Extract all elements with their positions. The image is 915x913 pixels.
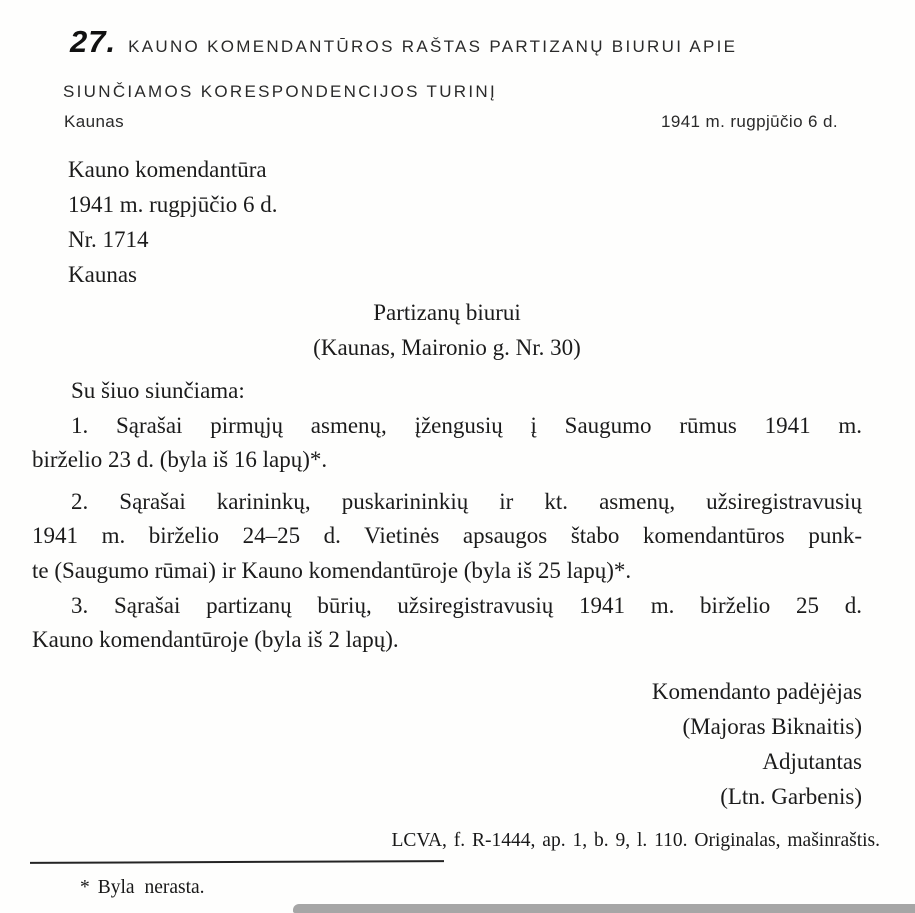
document-body [32, 374, 862, 658]
signature-line: (Majoras Biknaitis) [682, 714, 862, 739]
sender-address-block [68, 152, 278, 292]
signature-block [652, 674, 862, 814]
recipient-block [32, 295, 862, 365]
signature-line: Komendanto padėjėjas [651, 679, 862, 704]
date-label: 1941 m. rugpjūčio 6 d. [660, 112, 838, 131]
body-line: 1. Sąrašai pirmųjų asmenų, įžengusių į Saugumo rūmus 1941 m. [71, 412, 862, 438]
body-line: 3. Sąrašai partizanų būrių, užsiregistravusių 1941 m. birželio 25 d. [71, 592, 862, 618]
recipient-line: (Kaunas, Maironio g. Nr. 30) [313, 335, 581, 360]
place-label: Kaunas [64, 112, 125, 131]
body-line: 2. Sąrašai karininkų, puskarininkių ir kt. asmenų, užsiregistravusių [71, 488, 862, 514]
sender-line: 1941 m. rugpjūčio 6 d. [68, 192, 278, 217]
recipient-line: Partizanų biurui [373, 300, 521, 325]
signature-line: (Ltn. Garbenis) [720, 784, 862, 809]
body-line: 1941 m. birželio 24–25 d. Vietinės apsaugos štabo komendantūros punk- [32, 523, 862, 549]
document-number: 27. [70, 24, 117, 59]
sender-line: Nr. 1714 [68, 227, 149, 252]
horizontal-scrollbar[interactable] [293, 904, 915, 913]
document-header-line-2 [63, 82, 497, 102]
footnote-text: Byla nerasta. [97, 877, 205, 898]
footnote-separator-rule [30, 860, 444, 864]
signature-line: Adjutantas [762, 749, 862, 774]
footnote [80, 877, 205, 899]
sender-line: Kauno komendantūra [68, 157, 267, 182]
body-line: te (Saugumo rūmai) ir Kauno komendantūroje (byla iš 25 lapų)*. [32, 557, 632, 583]
sender-line: Kaunas [68, 262, 137, 287]
body-line: birželio 23 d. (byla iš 16 lapų)*. [32, 447, 328, 473]
archive-reference: LCVA, f. R-1444, ap. 1, b. 9, l. 110. Originalas, mašinraštis. [391, 830, 880, 851]
body-line: Kauno komendantūroje (byla iš 2 lapų). [32, 627, 399, 653]
document-title-line-2: SIUNČIAMOS KORESPONDENCIJOS TURINĮ [63, 82, 497, 101]
body-line: Su šiuo siunčiama: [71, 378, 245, 403]
document-header-line-1 [70, 24, 737, 60]
place-date-line [64, 112, 838, 132]
document-title-line-1: KAUNO KOMENDANTŪROS RAŠTAS PARTIZANŲ BIURUI APIE [128, 37, 738, 56]
footnote-marker: * [80, 877, 90, 898]
